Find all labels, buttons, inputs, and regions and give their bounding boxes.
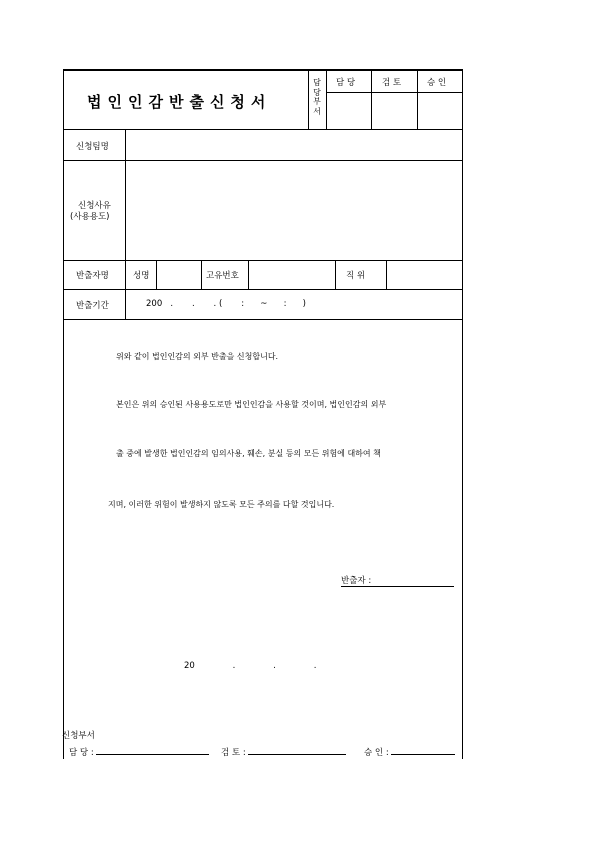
- footer-staff-label: 담 당 :: [69, 748, 94, 758]
- body-paragraph-1: 위와 같이 법인인감의 외부 반출을 신청합니다.: [116, 352, 279, 361]
- person-label: 반출자명: [76, 271, 109, 281]
- divider: [201, 260, 202, 289]
- body-paragraph-2: 본인은 위의 승인된 사용용도로만 법인인감을 사용할 것이며, 법인인감의 외부: [116, 400, 387, 409]
- signer-label: 반출자 :: [341, 576, 372, 586]
- divider: [248, 260, 249, 289]
- body-paragraph-3: 출 중에 발생한 법인인감의 임의사용, 훼손, 분실 등의 모든 위험에 대하여 책: [116, 449, 381, 458]
- id-number-label: 고유번호: [206, 271, 239, 281]
- period-label: 반출기간: [76, 301, 109, 311]
- divider: [326, 92, 462, 93]
- footer-approve-label: 승 인 :: [364, 748, 389, 758]
- team-label: 신청팀명: [76, 142, 109, 152]
- reason-label-line1: 신청사유: [78, 201, 111, 211]
- divider: [386, 260, 387, 289]
- signer-field: [341, 574, 454, 587]
- divider: [371, 71, 372, 129]
- footer-review-field: [248, 754, 346, 755]
- approval-col-approve: 승 인: [427, 78, 447, 88]
- divider: [417, 71, 418, 129]
- reason-label-line2: (사용용도): [70, 212, 110, 222]
- divider: [156, 260, 157, 289]
- approval-dept-label: 담당부서: [313, 78, 321, 116]
- period-value: 200 . . . ( : ~ : ): [146, 299, 306, 309]
- divider: [125, 129, 126, 319]
- footer-dept-label: 신청부서: [62, 731, 95, 741]
- footer-staff-field: [96, 754, 209, 755]
- divider: [64, 160, 462, 161]
- application-form: [63, 69, 463, 759]
- name-label: 성명: [133, 271, 150, 281]
- date-line: 20 . . .: [184, 661, 317, 671]
- position-label: 직 위: [346, 271, 366, 281]
- signer-line: [341, 574, 454, 587]
- footer-review-label: 검 토 :: [221, 748, 246, 758]
- body-paragraph-4: 지며, 이러한 위험이 발생하지 않도록 모든 주의를 다할 것입니다.: [108, 500, 335, 509]
- divider: [64, 319, 462, 320]
- approval-col-review: 검 토: [382, 78, 402, 88]
- divider: [326, 71, 327, 129]
- divider: [64, 260, 462, 261]
- form-title: 법인인감반출신청서: [87, 93, 272, 111]
- footer-approve: [364, 746, 455, 758]
- divider: [64, 289, 462, 290]
- footer-approve-field: [391, 754, 455, 755]
- footer-staff: [69, 746, 209, 758]
- approval-col-staff: 담 당: [336, 78, 356, 88]
- divider: [64, 129, 462, 130]
- divider: [308, 71, 309, 129]
- footer-review: [221, 746, 346, 758]
- divider: [335, 260, 336, 289]
